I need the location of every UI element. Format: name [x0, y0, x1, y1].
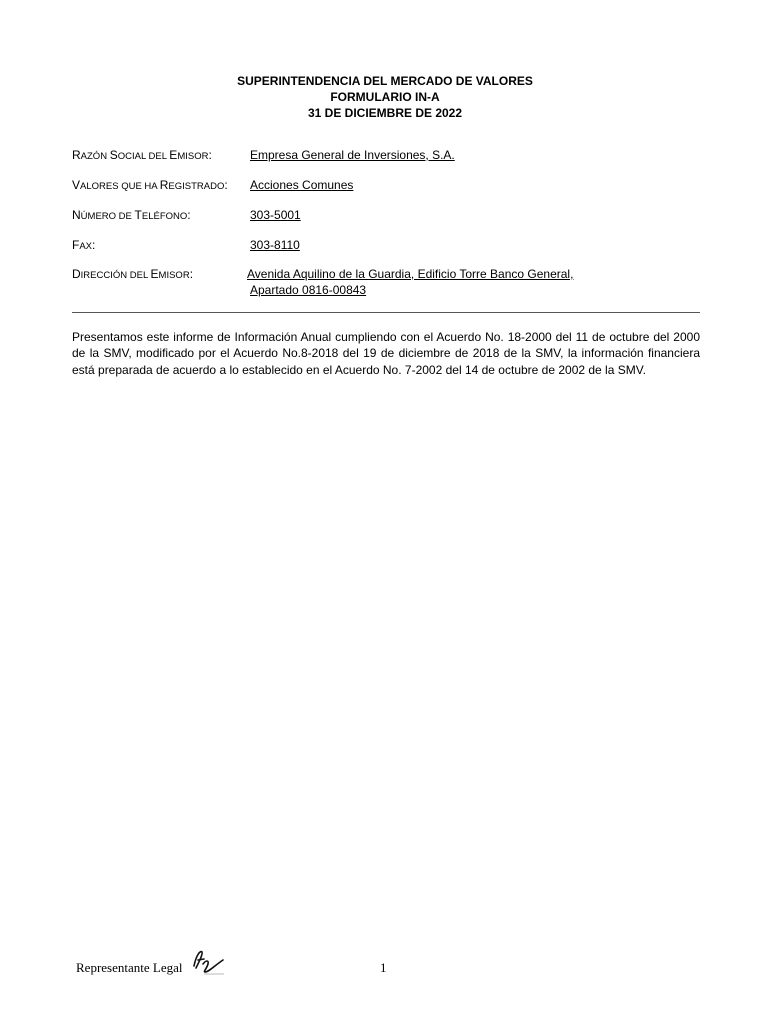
intro-paragraph: Presentamos este informe de Información Anual cumpliendo con el Acuerdo No. 18-2000 del 11 de octubre del 2000 de la SMV, modificado por el Acuerdo No.8-2018 del 19 de diciembre de 2018 de la SMV, la información financiera está preparada de acuerdo a lo establecido en el Acuerdo No. 7-2002 del 14 de octubre de 2002 de la SMV.: [72, 330, 700, 377]
header-form-name: FORMULARIO IN-A: [330, 90, 440, 104]
header-title: SUPERINTENDENCIA DEL MERCADO DE VALORES: [237, 74, 533, 88]
direccion-value-line2: Apartado 0816-00843: [250, 283, 367, 297]
signature-image: [190, 946, 226, 980]
telefono-value: 303-5001: [250, 208, 301, 222]
razon-social-label: RAZÓN SOCIAL DEL EMISOR:: [72, 148, 212, 162]
header-date: 31 DE DICIEMBRE DE 2022: [307, 106, 463, 120]
fax-value: 303-8110: [250, 238, 300, 252]
direccion-value-line1: Avenida Aquilino de la Guardia, Edificio Torre Banco General,: [247, 267, 574, 281]
direccion-label: DIRECCIÓN DEL EMISOR:: [72, 267, 194, 281]
fax-label: FAX:: [72, 238, 96, 252]
section-divider: [72, 312, 700, 313]
valores-value: Acciones Comunes: [250, 178, 354, 192]
telefono-label: NÚMERO DE TELÉFONO:: [72, 208, 191, 222]
razon-social-value: Empresa General de Inversiones, S.A.: [250, 148, 455, 162]
document-header: [0, 73, 770, 121]
valores-label: VALORES QUE HA REGISTRADO:: [72, 178, 228, 192]
page-number: 1: [380, 960, 387, 975]
legal-representative-label: Representante Legal: [76, 960, 183, 975]
